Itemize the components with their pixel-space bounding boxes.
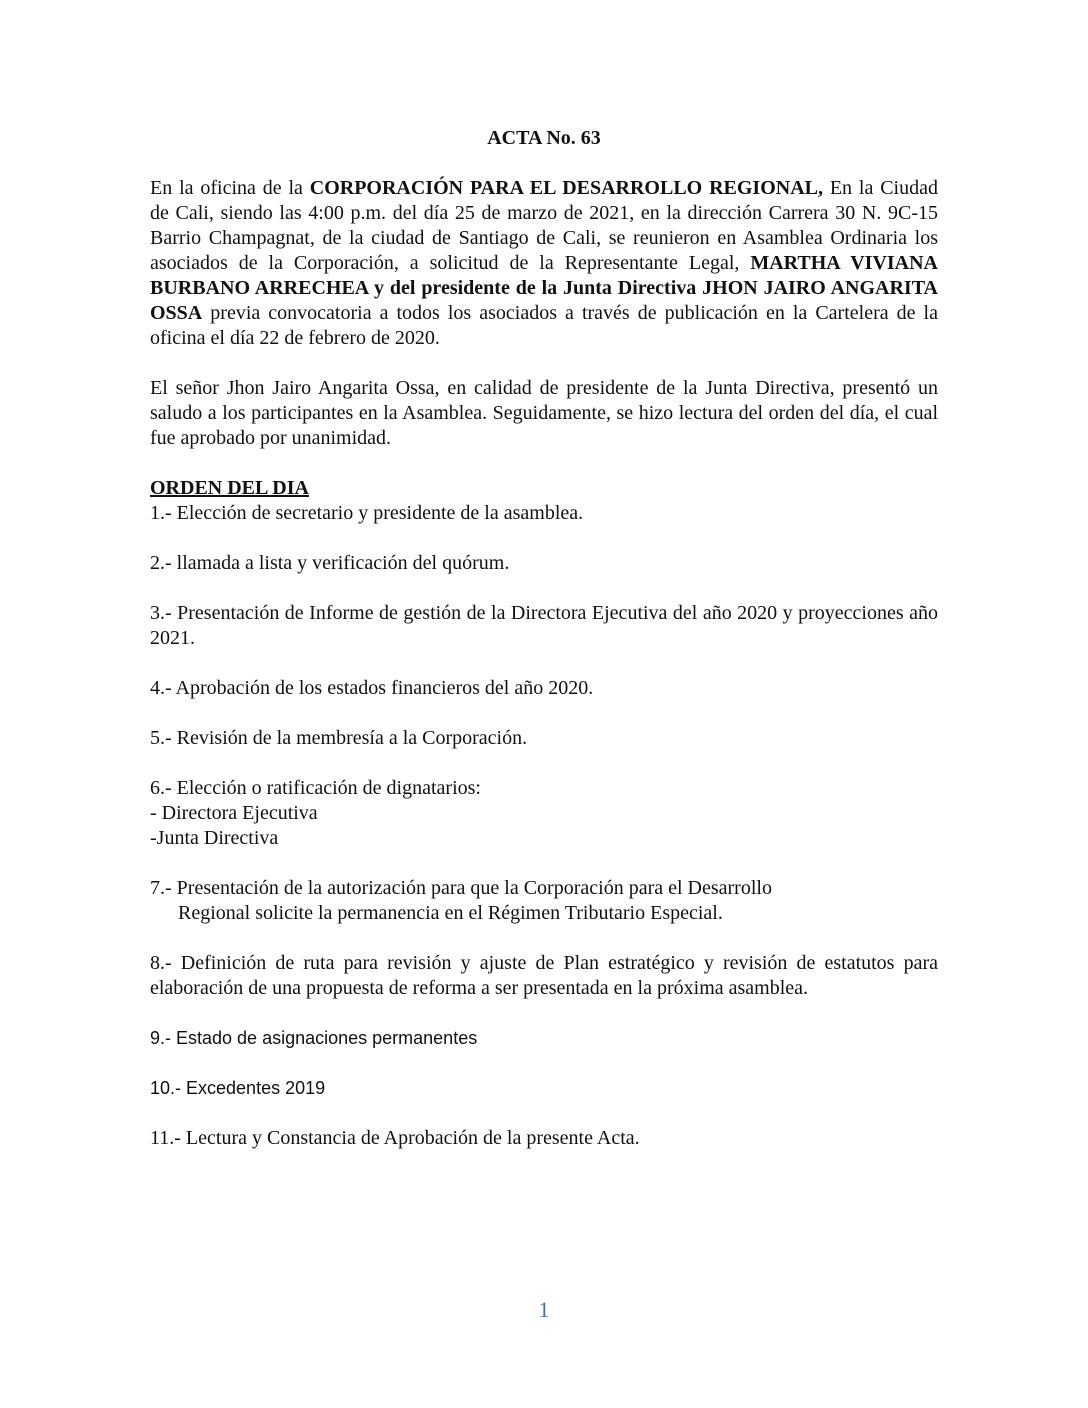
agenda-item-7-continuation: Regional solicite la permanencia en el Régimen Tributario Especial. [178,902,723,924]
intro-text-2: En la Ciudad de Cali, siendo las 4:00 p.m. del día 25 de marzo de 2021, en la dirección Carrera 30 N. 9C-15 Barrio Champagnat, de la ciudad de Santiago de Cali, se reunieron en Asamblea Ordinaria los asociados de la Corporación, a solicitud de la Representante Legal, [150,177,938,274]
page-number: 1 [538,1297,550,1322]
agenda-item-5: 5.- Revisión de la membresía a la Corporación. [150,727,528,749]
intro-text-1: En la oficina de la [150,177,310,199]
agenda-item-9: 9.- Estado de asignaciones permanentes [150,1028,478,1048]
agenda-item-11: 11.- Lectura y Constancia de Aprobación de la presente Acta. [150,1127,640,1149]
organization-name: CORPORACIÓN PARA EL DESARROLLO REGIONAL, [309,177,823,199]
agenda-item-8: 8.- Definición de ruta para revisión y ajuste de Plan estratégico y revisión de estatutos para elaboración de una propuesta de reforma a ser presentada en la próxima asamblea. [150,952,938,999]
document-title: ACTA No. 63 [487,127,601,149]
agenda-item-4: 4.- Aprobación de los estados financieros del año 2020. [150,677,594,699]
document-page [150,126,938,1176]
intro-text-3: previa convocatoria a todos los asociados a través de publicación en la Cartelera de la oficina el día 22 de febrero de 2020. [150,302,938,349]
agenda-item-7: 7.- Presentación de la autorización para que la Corporación para el Desarrollo [150,877,772,899]
agenda-item-2: 2.- llamada a lista y verificación del quórum. [150,552,510,574]
agenda-item-3: 3.- Presentación de Informe de gestión de la Directora Ejecutiva del año 2020 y proyecciones año 2021. [150,602,938,649]
agenda-item-10: 10.- Excedentes 2019 [150,1078,326,1098]
agenda-subitem-junta: -Junta Directiva [150,827,279,849]
intro-paragraph [150,176,938,351]
agenda-heading: ORDEN DEL DIA [150,477,309,499]
agenda-item-6: 6.- Elección o ratificación de dignatarios: [150,777,481,799]
agenda-item-1: 1.- Elección de secretario y presidente de la asamblea. [150,502,584,524]
representatives-names: MARTHA VIVIANA BURBANO ARRECHEA y del presidente de la Junta Directiva JHON JAIRO ANGARITA OSSA [150,252,939,324]
agenda-subitem-directora: - Directora Ejecutiva [150,802,318,824]
greeting-paragraph: El señor Jhon Jairo Angarita Ossa, en calidad de presidente de la Junta Directiva, presentó un saludo a los participantes en la Asamblea. Seguidamente, se hizo lectura del orden del día, el cual fue aprobado por unanimidad. [150,377,938,449]
